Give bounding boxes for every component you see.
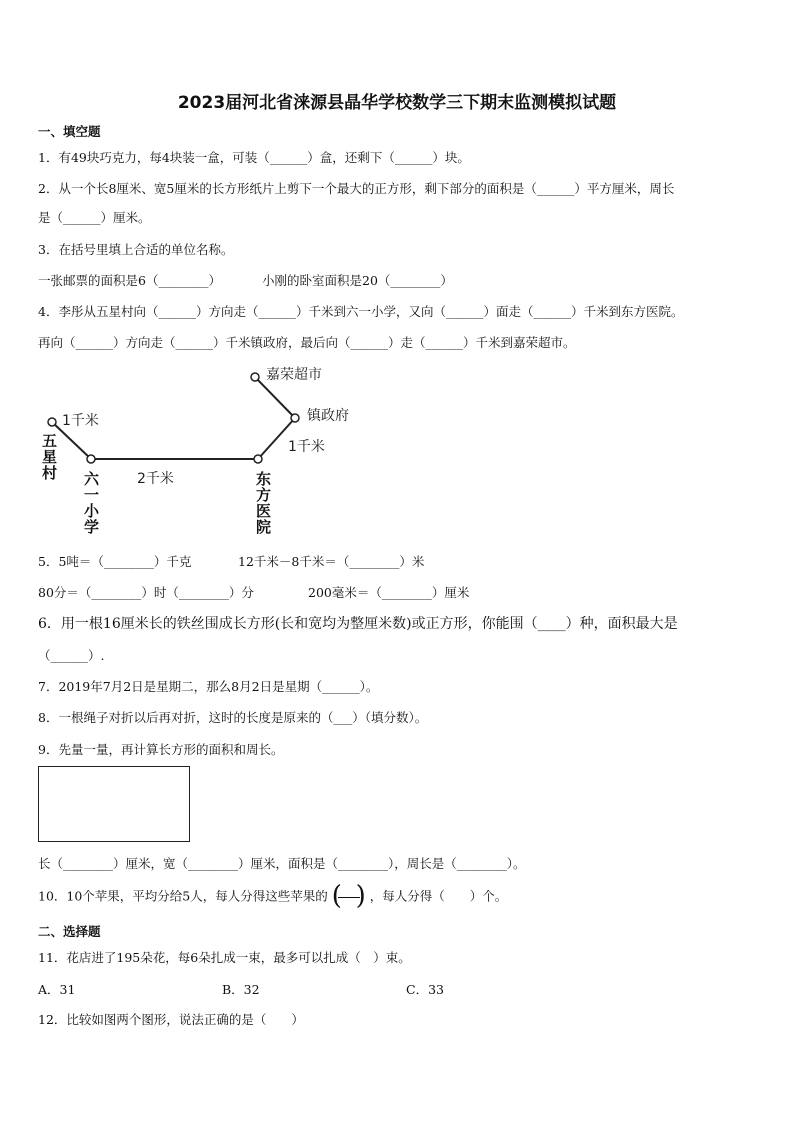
node-zhenzhengfu <box>291 414 299 422</box>
question-5-a1: 5．5吨＝（________）千克 <box>38 554 192 569</box>
question-10 <box>38 881 508 911</box>
question-5-a2: 12千米－8千米＝（________）米 <box>238 554 425 569</box>
label-zhenzhengfu: 镇政府 <box>307 408 349 424</box>
question-3: 3．在括号里填上合适的单位名称。 <box>38 242 234 257</box>
node-liuyi <box>87 455 95 463</box>
question-5-b2: 200毫米＝（________）厘米 <box>308 585 470 600</box>
label-distance-3: 1千米 <box>288 439 325 455</box>
label-jiarong: 嘉荣超市 <box>266 367 322 383</box>
node-jiarong <box>251 373 259 381</box>
label-distance-2: 2千米 <box>137 471 174 487</box>
question-11: 11．花店进了195朵花，每6朵扎成一束，最多可以扎成（ ）束。 <box>38 950 411 965</box>
question-1: 1．有49块巧克力，每4块装一盒，可装（______）盒，还剩下（______）块。 <box>38 150 470 165</box>
page-title: 2023届河北省涞源县晶华学校数学三下期末监测模拟试题 <box>177 93 617 113</box>
question-3-b: 小刚的卧室面积是20（________） <box>262 273 453 288</box>
label-liuyi: 六一小学 <box>82 471 100 535</box>
option-c: C．33 <box>406 982 444 997</box>
question-10-text-b: ，每人分得（ ）个。 <box>369 888 508 904</box>
question-5-b1: 80分＝（________）时（________）分 <box>38 585 254 600</box>
section-fill-in: 一、填空题 <box>38 124 101 139</box>
measure-rectangle <box>38 766 190 842</box>
label-dongfang: 东方医院 <box>254 471 272 535</box>
question-3-a: 一张邮票的面积是6（________） <box>38 273 221 288</box>
route-map <box>0 0 794 560</box>
label-distance-1: 1千米 <box>62 413 99 429</box>
question-2-line-1: 2．从一个长8厘米、宽5厘米的长方形纸片上剪下一个最大的正方形，剩下部分的面积是（______）平方厘米，周长 <box>38 181 675 196</box>
section-choice: 二、选择题 <box>38 924 101 939</box>
option-a: A．31 <box>38 982 76 997</box>
question-9-answers: 长（________）厘米，宽（________）厘米，面积是（________），周长是（________）。 <box>38 856 526 871</box>
question-2-line-2: 是（______）厘米。 <box>38 210 151 225</box>
label-wuxing: 五星村 <box>40 433 58 481</box>
question-10-text-a: 10．10个苹果，平均分给5人，每人分得这些苹果的 <box>38 888 328 904</box>
question-6-line-1: 6．用一根16厘米长的铁丝围成长方形(长和宽均为整厘米数)或正方形，你能围（____）种，面积最大是 <box>38 616 678 632</box>
question-8: 8．一根绳子对折以后再对折，这时的长度是原来的（___）（填分数）。 <box>38 710 428 725</box>
question-4-line-2: 再向（______）方向走（______）千米镇政府，最后向（______）走（______）千米到嘉荣超市。 <box>38 335 576 350</box>
fraction-blank: ( ) <box>331 881 366 911</box>
question-4-line-1: 4．李彤从五星村向（______）方向走（______）千米到六一小学，又向（______）面走（______）千米到东方医院。 <box>38 304 684 319</box>
question-12: 12．比较如图两个图形，说法正确的是（ ） <box>38 1012 304 1027</box>
question-7: 7．2019年7月2日是星期二，那么8月2日是星期（______）。 <box>38 679 379 694</box>
question-9: 9．先量一量，再计算长方形的面积和周长。 <box>38 742 284 757</box>
option-b: B．32 <box>222 982 260 997</box>
node-dongfang <box>254 455 262 463</box>
node-wuxing <box>48 418 56 426</box>
question-6-line-2: （______）. <box>38 648 105 663</box>
